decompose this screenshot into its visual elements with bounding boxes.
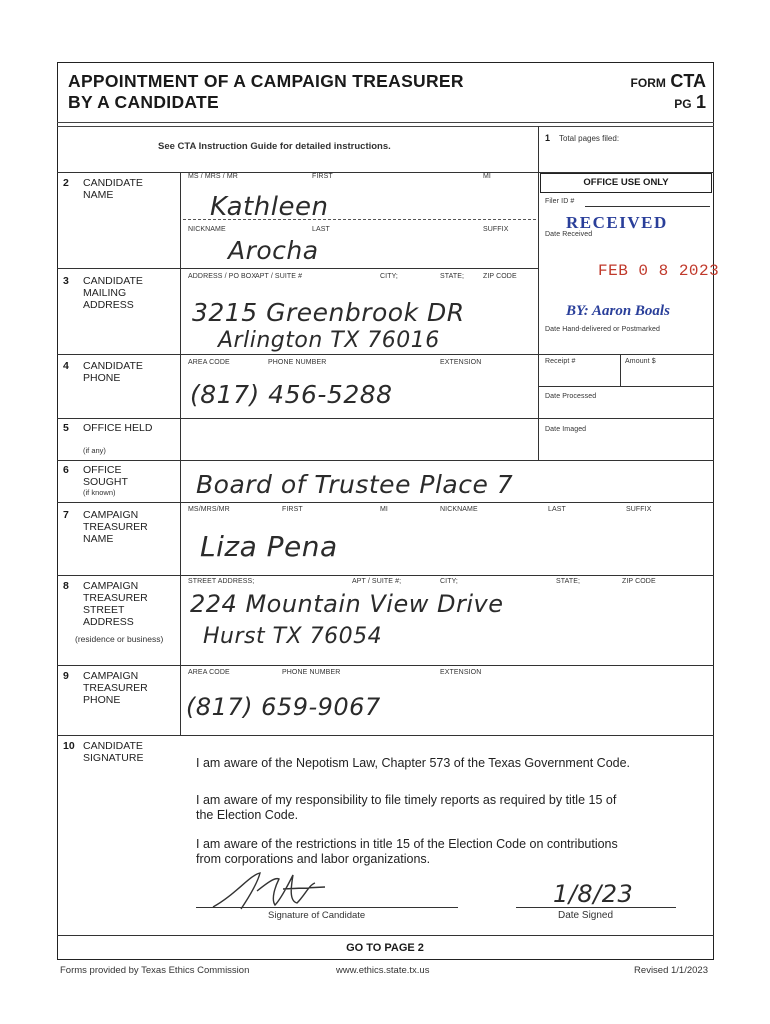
office-use-title: OFFICE USE ONLY: [583, 177, 669, 188]
date-processed-label: Date Processed: [545, 393, 597, 400]
statement-contributions-line2: from corporations and labor organizations.: [196, 852, 431, 866]
footer-left: Forms provided by Texas Ethics Commission: [60, 965, 250, 976]
section-7-number: 7: [63, 509, 69, 521]
filer-id-label: Filer ID #: [545, 198, 575, 205]
form-title-line2: BY A CANDIDATE: [68, 92, 220, 112]
candidate-phone: (817) 456-5288: [190, 380, 393, 409]
field-label-ms-treasurer: MS/MRS/MR: [188, 506, 230, 513]
footer-url: www.ethics.state.tx.us: [336, 965, 430, 976]
section-2-number: 2: [63, 177, 69, 189]
field-label-apt: APT / SUITE #: [255, 273, 303, 280]
section-5-label: OFFICE HELD: [83, 422, 153, 434]
go-to-page-2: GO TO PAGE 2: [346, 942, 424, 954]
field-label-extension-treasurer: EXTENSION: [440, 669, 482, 676]
section-8-sub: (residence or business): [75, 634, 164, 644]
candidate-first-name: Kathleen: [210, 192, 329, 222]
field-label-ms: MS / MRS / MR: [188, 173, 238, 180]
instructions-text: See CTA Instruction Guide for detailed instructions.: [158, 141, 391, 152]
field-label-phone-treasurer: PHONE NUMBER: [282, 669, 341, 676]
treasurer-address-line2: Hurst TX 76054: [203, 624, 383, 649]
candidate-address-line1: 3215 Greenbrook DR: [192, 298, 465, 327]
section-4-number: 4: [63, 360, 69, 372]
total-pages-number: 1: [545, 133, 551, 143]
field-label-nickname: NICKNAME: [188, 226, 226, 233]
section-8-label: CAMPAIGN TREASURER STREET ADDRESS: [83, 580, 148, 628]
field-label-apt-treasurer: APT / SUITE #;: [352, 578, 402, 585]
page-indicator: PG 1: [674, 92, 706, 112]
treasurer-phone: (817) 659-9067: [186, 693, 381, 721]
section-6-sub: (if known): [83, 488, 116, 497]
date-imaged-label: Date Imaged: [545, 426, 587, 433]
date-hand-delivered-label: Date Hand-delivered or Postmarked: [545, 326, 660, 333]
date-received-label: Date Received: [545, 231, 593, 238]
field-label-state: STATE;: [440, 273, 465, 280]
field-label-first: FIRST: [312, 173, 333, 180]
statement-reports-line2: the Election Code.: [196, 808, 299, 822]
field-label-first-treasurer: FIRST: [282, 506, 303, 513]
section-6-number: 6: [63, 464, 69, 476]
form-title-line1: APPOINTMENT OF A CAMPAIGN TREASURER: [68, 71, 464, 91]
form-code: FORM CTA: [630, 71, 706, 91]
field-label-area-code: AREA CODE: [188, 359, 230, 366]
received-stamp: RECEIVED: [566, 213, 668, 232]
field-label-city-treasurer: CITY;: [440, 578, 458, 585]
received-by-stamp: BY: Aaron Boals: [566, 303, 670, 319]
receipt-label: Receipt #: [545, 358, 576, 365]
section-5-sub: (if any): [83, 446, 106, 455]
field-label-suffix-treasurer: SUFFIX: [626, 506, 652, 513]
field-label-state-treasurer: STATE;: [556, 578, 581, 585]
section-2-label: CANDIDATE NAME: [83, 177, 143, 201]
section-3-label: CANDIDATE MAILING ADDRESS: [83, 275, 143, 311]
field-label-city: CITY;: [380, 273, 398, 280]
field-label-extension: EXTENSION: [440, 359, 482, 366]
treasurer-address-line1: 224 Mountain View Drive: [190, 590, 504, 618]
office-sought-value: Board of Trustee Place 7: [196, 470, 514, 499]
section-9-label: CAMPAIGN TREASURER PHONE: [83, 670, 148, 706]
field-label-last: LAST: [312, 226, 330, 233]
section-7-label: CAMPAIGN TREASURER NAME: [83, 509, 148, 545]
footer-revised: Revised 1/1/2023: [634, 965, 708, 976]
section-4-label: CANDIDATE PHONE: [83, 360, 143, 384]
field-label-last-treasurer: LAST: [548, 506, 566, 513]
statement-nepotism: I am aware of the Nepotism Law, Chapter 573 of the Texas Government Code.: [196, 756, 631, 770]
received-date-stamp: FEB 0 8 2023: [598, 262, 720, 280]
field-label-zip-treasurer: ZIP CODE: [622, 578, 656, 585]
signature-label: Signature of Candidate: [268, 910, 366, 921]
section-10-label: CANDIDATE SIGNATURE: [83, 740, 144, 764]
date-signed-label: Date Signed: [558, 910, 614, 921]
field-label-area-code-treasurer: AREA CODE: [188, 669, 230, 676]
section-9-number: 9: [63, 670, 69, 682]
field-label-address: ADDRESS / PO BOX: [188, 273, 257, 280]
field-label-nickname-treasurer: NICKNAME: [440, 506, 478, 513]
candidate-last-name: Arocha: [228, 236, 319, 265]
section-10-number: 10: [63, 740, 75, 752]
total-pages-label: Total pages filed:: [559, 134, 620, 143]
candidate-address-line2: Arlington TX 76016: [218, 328, 440, 353]
amount-label: Amount $: [625, 358, 656, 365]
section-3-number: 3: [63, 275, 69, 287]
section-8-number: 8: [63, 580, 69, 592]
treasurer-name: Liza Pena: [200, 530, 338, 563]
statement-reports-line1: I am aware of my responsibility to file timely reports as required by title 15 of: [196, 793, 617, 807]
date-signed-value: 1/8/23: [553, 880, 634, 908]
field-label-zip: ZIP CODE: [483, 273, 517, 280]
field-label-street: STREET ADDRESS;: [188, 578, 255, 585]
section-5-number: 5: [63, 422, 69, 434]
statement-contributions-line1: I am aware of the restrictions in title 15 of the Election Code on contributions: [196, 837, 618, 851]
field-label-suffix: SUFFIX: [483, 226, 509, 233]
field-label-phone-number: PHONE NUMBER: [268, 359, 327, 366]
field-label-mi: MI: [483, 173, 491, 180]
section-6-label: OFFICE SOUGHT: [83, 464, 128, 488]
field-label-mi-treasurer: MI: [380, 506, 388, 513]
